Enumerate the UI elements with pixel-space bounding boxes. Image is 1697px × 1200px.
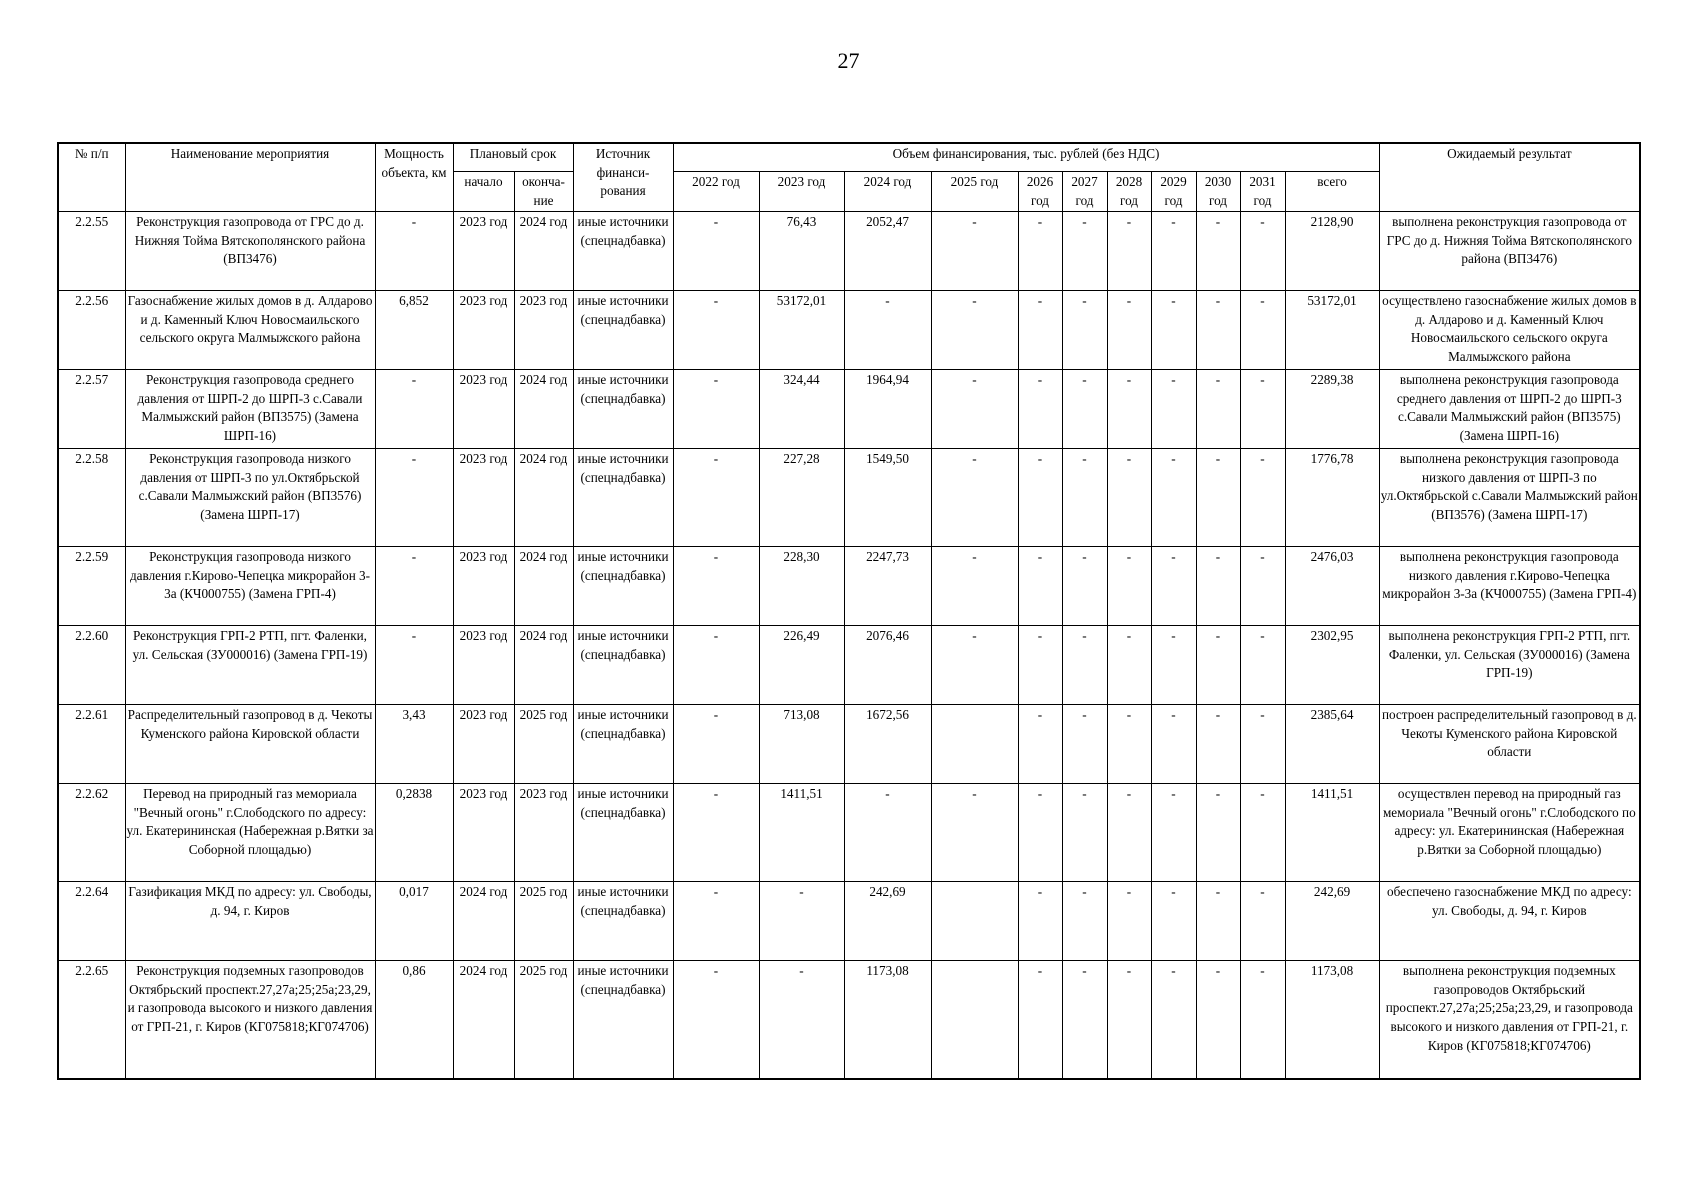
- row-year-value: -: [1018, 212, 1062, 291]
- header-year: 2031 год: [1240, 172, 1285, 212]
- row-name: Распределительный газопровод в д. Чекоты Куменского района Кировской области: [125, 705, 375, 784]
- row-year-value: -: [673, 626, 759, 705]
- header-total: всего: [1285, 172, 1379, 212]
- row-power: -: [375, 449, 453, 547]
- row-num: 2.2.61: [58, 705, 125, 784]
- row-source: иные источники (спецнадбавка): [573, 449, 673, 547]
- row-year-value: -: [673, 547, 759, 626]
- row-power: 0,2838: [375, 784, 453, 882]
- row-end: 2023 год: [514, 291, 573, 370]
- header-result: Ожидаемый результат: [1379, 143, 1640, 212]
- header-year: 2030 год: [1196, 172, 1240, 212]
- row-start: 2024 год: [453, 961, 514, 1079]
- row-num: 2.2.57: [58, 370, 125, 449]
- row-start: 2023 год: [453, 212, 514, 291]
- row-year-value: -: [844, 784, 931, 882]
- row-year-value: -: [1151, 961, 1196, 1079]
- header-power: Мощность объекта, км: [375, 143, 453, 212]
- row-start: 2023 год: [453, 370, 514, 449]
- row-year-value: -: [1062, 961, 1107, 1079]
- row-year-value: -: [1196, 705, 1240, 784]
- row-year-value: -: [1107, 547, 1151, 626]
- row-year-value: 76,43: [759, 212, 844, 291]
- row-year-value: 228,30: [759, 547, 844, 626]
- row-year-value: -: [1018, 370, 1062, 449]
- row-year-value: 1411,51: [759, 784, 844, 882]
- financing-table: [57, 142, 1641, 1080]
- row-result: выполнена реконструкция газопровода низкого давления от ШРП-3 по ул.Октябрьской с.Савали Малмыжский район (ВП3576) (Замена ШРП-17): [1379, 449, 1640, 547]
- row-end: 2023 год: [514, 784, 573, 882]
- row-total: 1173,08: [1285, 961, 1379, 1079]
- row-year-value: -: [1151, 705, 1196, 784]
- row-result: обеспечено газоснабжение МКД по адресу: ул. Свободы, д. 94, г. Киров: [1379, 882, 1640, 961]
- row-year-value: -: [1240, 547, 1285, 626]
- row-source: иные источники (спецнадбавка): [573, 547, 673, 626]
- row-year-value: -: [1062, 547, 1107, 626]
- row-year-value: -: [1107, 705, 1151, 784]
- row-source: иные источники (спецнадбавка): [573, 370, 673, 449]
- row-result: построен распределительный газопровод в д. Чекоты Куменского района Кировской области: [1379, 705, 1640, 784]
- row-year-value: -: [673, 449, 759, 547]
- row-source: иные источники (спецнадбавка): [573, 626, 673, 705]
- header-year: 2023 год: [759, 172, 844, 212]
- row-year-value: -: [1018, 291, 1062, 370]
- table-header: [58, 143, 1640, 212]
- row-start: 2024 год: [453, 882, 514, 961]
- row-year-value: -: [1151, 449, 1196, 547]
- header-year: 2028 год: [1107, 172, 1151, 212]
- row-power: -: [375, 212, 453, 291]
- row-year-value: -: [1196, 547, 1240, 626]
- row-year-value: 2076,46: [844, 626, 931, 705]
- row-num: 2.2.55: [58, 212, 125, 291]
- table-row: [58, 449, 1640, 547]
- row-year-value: -: [1151, 370, 1196, 449]
- row-year-value: -: [1240, 784, 1285, 882]
- row-name: Реконструкция газопровода от ГРС до д. Нижняя Тойма Вятскополянского района (ВП3476): [125, 212, 375, 291]
- row-year-value: -: [1196, 370, 1240, 449]
- row-start: 2023 год: [453, 626, 514, 705]
- row-year-value: 1672,56: [844, 705, 931, 784]
- row-year-value: -: [1107, 961, 1151, 1079]
- row-year-value: -: [673, 370, 759, 449]
- row-year-value: -: [1151, 882, 1196, 961]
- row-year-value: -: [673, 212, 759, 291]
- row-total: 2128,90: [1285, 212, 1379, 291]
- row-year-value: -: [1107, 784, 1151, 882]
- row-year-value: -: [673, 291, 759, 370]
- row-start: 2023 год: [453, 547, 514, 626]
- row-num: 2.2.58: [58, 449, 125, 547]
- row-source: иные источники (спецнадбавка): [573, 291, 673, 370]
- row-name: Перевод на природный газ мемориала "Вечный огонь" г.Слободского по адресу: ул. Екатерининская (Набережная р.Вятки за Соборной площадью): [125, 784, 375, 882]
- row-num: 2.2.62: [58, 784, 125, 882]
- row-year-value: -: [1018, 449, 1062, 547]
- row-year-value: -: [931, 626, 1018, 705]
- row-power: -: [375, 370, 453, 449]
- row-year-value: -: [931, 784, 1018, 882]
- row-year-value: 2052,47: [844, 212, 931, 291]
- row-year-value: -: [1062, 705, 1107, 784]
- row-year-value: -: [1062, 449, 1107, 547]
- header-source: Источник финанси-рования: [573, 143, 673, 212]
- table-row: [58, 961, 1640, 1079]
- row-end: 2024 год: [514, 370, 573, 449]
- row-year-value: -: [1240, 449, 1285, 547]
- row-year-value: -: [1107, 449, 1151, 547]
- row-source: иные источники (спецнадбавка): [573, 961, 673, 1079]
- row-year-value: -: [1107, 212, 1151, 291]
- row-year-value: -: [931, 547, 1018, 626]
- row-year-value: 226,49: [759, 626, 844, 705]
- row-name: Газификация МКД по адресу: ул. Свободы, д. 94, г. Киров: [125, 882, 375, 961]
- row-year-value: -: [1151, 547, 1196, 626]
- row-year-value: -: [931, 291, 1018, 370]
- row-year-value: -: [673, 882, 759, 961]
- header-year: 2022 год: [673, 172, 759, 212]
- row-year-value: -: [1240, 961, 1285, 1079]
- row-year-value: [931, 705, 1018, 784]
- row-year-value: -: [759, 882, 844, 961]
- row-total: 1776,78: [1285, 449, 1379, 547]
- row-year-value: [931, 882, 1018, 961]
- header-year: 2024 год: [844, 172, 931, 212]
- row-year-value: -: [1151, 291, 1196, 370]
- row-year-value: 1964,94: [844, 370, 931, 449]
- row-year-value: 227,28: [759, 449, 844, 547]
- row-total: 2385,64: [1285, 705, 1379, 784]
- row-year-value: -: [1196, 961, 1240, 1079]
- table-row: [58, 882, 1640, 961]
- row-year-value: -: [1018, 626, 1062, 705]
- row-result: осуществлен перевод на природный газ мемориала "Вечный огонь" г.Слободского по адресу: ул. Екатерининская (Набережная р.Вятки за Соборной площадью): [1379, 784, 1640, 882]
- row-start: 2023 год: [453, 705, 514, 784]
- row-total: 53172,01: [1285, 291, 1379, 370]
- row-year-value: 1173,08: [844, 961, 931, 1079]
- header-name: Наименование мероприятия: [125, 143, 375, 212]
- row-end: 2025 год: [514, 705, 573, 784]
- row-year-value: -: [1062, 370, 1107, 449]
- row-year-value: -: [1107, 626, 1151, 705]
- header-funding: Объем финансирования, тыс. рублей (без НДС): [673, 143, 1379, 172]
- row-end: 2025 год: [514, 961, 573, 1079]
- row-start: 2023 год: [453, 291, 514, 370]
- header-year: 2026 год: [1018, 172, 1062, 212]
- row-result: выполнена реконструкция ГРП-2 РТП, пгт. Фаленки, ул. Сельская (ЗУ000016) (Замена ГРП-19): [1379, 626, 1640, 705]
- header-year: 2025 год: [931, 172, 1018, 212]
- row-year-value: -: [931, 370, 1018, 449]
- row-year-value: 2247,73: [844, 547, 931, 626]
- row-end: 2024 год: [514, 626, 573, 705]
- row-year-value: -: [1107, 291, 1151, 370]
- row-year-value: -: [931, 449, 1018, 547]
- header-year: 2027 год: [1062, 172, 1107, 212]
- row-end: 2024 год: [514, 547, 573, 626]
- row-year-value: -: [1062, 882, 1107, 961]
- row-end: 2025 год: [514, 882, 573, 961]
- row-year-value: -: [1196, 291, 1240, 370]
- row-end: 2024 год: [514, 449, 573, 547]
- row-year-value: -: [1018, 705, 1062, 784]
- row-year-value: 324,44: [759, 370, 844, 449]
- row-year-value: -: [1018, 882, 1062, 961]
- row-year-value: -: [1062, 626, 1107, 705]
- row-year-value: -: [1062, 212, 1107, 291]
- row-total: 2476,03: [1285, 547, 1379, 626]
- row-year-value: 1549,50: [844, 449, 931, 547]
- row-year-value: -: [1240, 705, 1285, 784]
- row-year-value: -: [673, 784, 759, 882]
- table-row: [58, 784, 1640, 882]
- row-year-value: -: [1240, 626, 1285, 705]
- row-year-value: 242,69: [844, 882, 931, 961]
- row-year-value: -: [673, 961, 759, 1079]
- row-result: выполнена реконструкция газопровода среднего давления от ШРП-2 до ШРП-3 с.Савали Малмыжский район (ВП3575) (Замена ШРП-16): [1379, 370, 1640, 449]
- row-year-value: -: [1151, 626, 1196, 705]
- row-year-value: -: [1196, 626, 1240, 705]
- header-start: начало: [453, 172, 514, 212]
- header-year: 2029 год: [1151, 172, 1196, 212]
- row-year-value: -: [1196, 212, 1240, 291]
- table-row: [58, 370, 1640, 449]
- row-total: 2289,38: [1285, 370, 1379, 449]
- page-number: 27: [837, 48, 860, 73]
- row-power: 6,852: [375, 291, 453, 370]
- row-start: 2023 год: [453, 784, 514, 882]
- row-num: 2.2.59: [58, 547, 125, 626]
- row-total: 1411,51: [1285, 784, 1379, 882]
- table-row: [58, 212, 1640, 291]
- row-year-value: -: [1062, 784, 1107, 882]
- row-year-value: -: [1062, 291, 1107, 370]
- row-year-value: -: [1151, 212, 1196, 291]
- row-name: Реконструкция подземных газопроводов Октябрьский проспект.27,27а;25;25а;23,29, и газопровода высокого и низкого давления от ГРП-21, г. Киров (КГ075818;КГ074706): [125, 961, 375, 1079]
- row-year-value: -: [1240, 291, 1285, 370]
- row-year-value: -: [1240, 370, 1285, 449]
- row-year-value: -: [1151, 784, 1196, 882]
- row-year-value: -: [844, 291, 931, 370]
- row-result: осуществлено газоснабжение жилых домов в д. Алдарово и д. Каменный Ключ Новосмаильского сельского округа Малмыжского района: [1379, 291, 1640, 370]
- row-year-value: -: [1018, 961, 1062, 1079]
- row-year-value: -: [1018, 547, 1062, 626]
- row-power: -: [375, 626, 453, 705]
- row-source: иные источники (спецнадбавка): [573, 784, 673, 882]
- row-result: выполнена реконструкция газопровода низкого давления г.Кирово-Чепецка микрорайон 3-3а (КЧ000755) (Замена ГРП-4): [1379, 547, 1640, 626]
- row-year-value: -: [1107, 882, 1151, 961]
- row-name: Реконструкция газопровода низкого давления г.Кирово-Чепецка микрорайон 3-3а (КЧ000755) (Замена ГРП-4): [125, 547, 375, 626]
- row-year-value: -: [1196, 882, 1240, 961]
- header-end: оконча-ние: [514, 172, 573, 212]
- table-row: [58, 547, 1640, 626]
- row-result: выполнена реконструкция газопровода от ГРС до д. Нижняя Тойма Вятскополянского района (ВП3476): [1379, 212, 1640, 291]
- row-year-value: -: [1240, 212, 1285, 291]
- table-body: [58, 212, 1640, 1079]
- row-total: 2302,95: [1285, 626, 1379, 705]
- row-power: 0,017: [375, 882, 453, 961]
- row-year-value: -: [931, 212, 1018, 291]
- row-name: Реконструкция ГРП-2 РТП, пгт. Фаленки, ул. Сельская (ЗУ000016) (Замена ГРП-19): [125, 626, 375, 705]
- header-term: Плановый срок: [453, 143, 573, 172]
- row-num: 2.2.64: [58, 882, 125, 961]
- row-power: 0,86: [375, 961, 453, 1079]
- row-num: 2.2.65: [58, 961, 125, 1079]
- row-year-value: [931, 961, 1018, 1079]
- row-num: 2.2.60: [58, 626, 125, 705]
- table-row: [58, 291, 1640, 370]
- row-total: 242,69: [1285, 882, 1379, 961]
- row-source: иные источники (спецнадбавка): [573, 705, 673, 784]
- row-year-value: -: [1240, 882, 1285, 961]
- row-num: 2.2.56: [58, 291, 125, 370]
- row-name: Реконструкция газопровода среднего давления от ШРП-2 до ШРП-3 с.Савали Малмыжский район (ВП3575) (Замена ШРП-16): [125, 370, 375, 449]
- row-year-value: -: [1196, 784, 1240, 882]
- table-row: [58, 626, 1640, 705]
- row-year-value: -: [1196, 449, 1240, 547]
- row-name: Реконструкция газопровода низкого давления от ШРП-3 по ул.Октябрьской с.Савали Малмыжский район (ВП3576) (Замена ШРП-17): [125, 449, 375, 547]
- table-row: [58, 705, 1640, 784]
- header-num: № п/п: [58, 143, 125, 212]
- row-power: -: [375, 547, 453, 626]
- row-year-value: 713,08: [759, 705, 844, 784]
- row-end: 2024 год: [514, 212, 573, 291]
- row-power: 3,43: [375, 705, 453, 784]
- row-year-value: -: [1018, 784, 1062, 882]
- row-year-value: 53172,01: [759, 291, 844, 370]
- row-source: иные источники (спецнадбавка): [573, 882, 673, 961]
- row-name: Газоснабжение жилых домов в д. Алдарово и д. Каменный Ключ Новосмаильского сельского округа Малмыжского района: [125, 291, 375, 370]
- row-start: 2023 год: [453, 449, 514, 547]
- row-year-value: -: [673, 705, 759, 784]
- row-year-value: -: [759, 961, 844, 1079]
- row-source: иные источники (спецнадбавка): [573, 212, 673, 291]
- row-year-value: -: [1107, 370, 1151, 449]
- row-result: выполнена реконструкция подземных газопроводов Октябрьский проспект.27,27а;25;25а;23,29, и газопровода высокого и низкого давления от ГРП-21, г. Киров (КГ075818;КГ074706): [1379, 961, 1640, 1079]
